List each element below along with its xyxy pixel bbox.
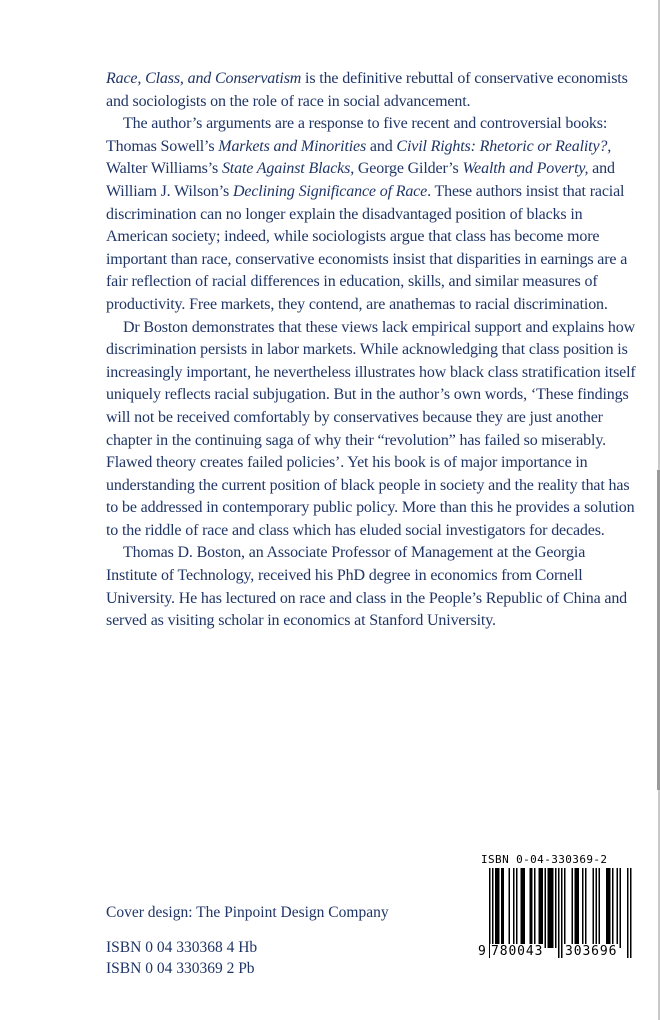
barcode-bar <box>564 868 566 948</box>
text-run: Walter Williams’s <box>106 160 222 178</box>
italic-title-run: State Against Blacks <box>221 160 351 178</box>
text-run: and William J. Wilson’s <box>106 160 615 200</box>
barcode-bar <box>530 868 533 948</box>
isbn-paperback: ISBN 0 04 330369 2 Pb <box>106 960 255 977</box>
barcode-bar <box>572 868 574 948</box>
italic-title-run: Race, Class, and Conservatism <box>106 70 302 87</box>
italic-title-run: Declining Significance of Race <box>232 182 428 200</box>
isbn-hardback: ISBN 0 04 330368 4 Hb <box>106 939 258 956</box>
barcode-bar <box>620 868 622 948</box>
ean-left-digits: 780043 <box>491 944 544 959</box>
text-run: , George Gilder’s <box>350 160 463 178</box>
barcode-bar <box>539 868 544 948</box>
barcode-bar <box>585 868 587 948</box>
author-bio-paragraph <box>106 542 636 632</box>
barcode-bar <box>612 868 614 948</box>
barcode-bar <box>582 868 584 948</box>
barcode-bar <box>606 868 611 948</box>
text-run: and <box>366 137 397 155</box>
barcode-bar <box>521 868 526 948</box>
barcode-bar <box>617 868 619 948</box>
italic-title-run: Wealth and Poverty, <box>462 160 589 178</box>
barcode-bar <box>495 868 500 948</box>
barcode-bar <box>534 868 536 948</box>
ean-first-digit: 9 <box>478 944 486 959</box>
blurb-paragraph-1 <box>106 68 636 113</box>
barcode-bar <box>509 868 511 948</box>
barcode-bar <box>545 868 547 948</box>
text-run: . These authors insist that racial discrimination can no longer explain the disadvantaged position of blacks in American society; indeed, while sociologists argue that class has become more important than race, conservative economists insist that disparities in earnings are a fair reflection of racial differences in education, skills, and similar measures of productivity. Free markets, they contend, are anathemas to racial discrimination. <box>106 182 628 313</box>
barcode-bar <box>599 868 601 948</box>
blurb-paragraph-2 <box>106 113 636 316</box>
blurb-text <box>106 68 636 633</box>
text-run: is the definitive rebuttal of conservative economists and sociologists on the role of race in social advancement. <box>106 70 628 110</box>
barcode-bar <box>501 868 504 948</box>
barcode-bar <box>593 868 595 948</box>
barcode-bar <box>575 868 580 948</box>
text-run: Thomas D. Boston, an Associate Professor of Management at the Georgia Institute of Technology, received his PhD degree in economics from Cornell University. He has lectured on race and class in the People’s Republic of China and served as visiting scholar in economics at Stanford University. <box>106 544 628 630</box>
text-run: Dr Boston demonstrates that these views lack empirical support and explains how discrimination persists in labor markets. While acknowledging that class position is increasingly important, he nevertheless illustrates how black class stratification itself uniquely reflects racial subjugation. But in the author’s own words, ‘These findings will not be received comfortably by conservatives because they are just another chapter in the continuing saga of why their “revolution” has failed so miserably. Flawed theory creates failed policies’. Yet his book is of major importance in understanding the current position of black people in society and the reality that has to be addressed in contemporary public policy. More than this he provides a solution to the riddle of race and class which has eluded social investigators for decades. <box>106 318 636 539</box>
blurb-paragraph-3 <box>106 317 636 543</box>
barcode-bar <box>555 868 557 948</box>
credits-block <box>106 902 389 979</box>
cover-design-credit: Cover design: The Pinpoint Design Company <box>106 904 389 921</box>
barcode-bar <box>513 868 515 948</box>
barcode-bar <box>516 868 518 948</box>
text-run: The author’s arguments are a response to five recent and controversial books: Thomas Sowell’s <box>106 115 608 155</box>
barcode-bar <box>548 868 554 948</box>
italic-title-run: Civil Rights: Rhetoric or Reality?, <box>396 137 612 155</box>
barcode-isbn-label: ISBN 0-04-330369-2 <box>481 853 608 866</box>
ean-right-digits: 303696 <box>565 944 618 959</box>
ean-digits <box>478 944 644 964</box>
italic-title-run: Markets and Minorities <box>218 137 367 155</box>
barcode-bar <box>596 868 598 948</box>
